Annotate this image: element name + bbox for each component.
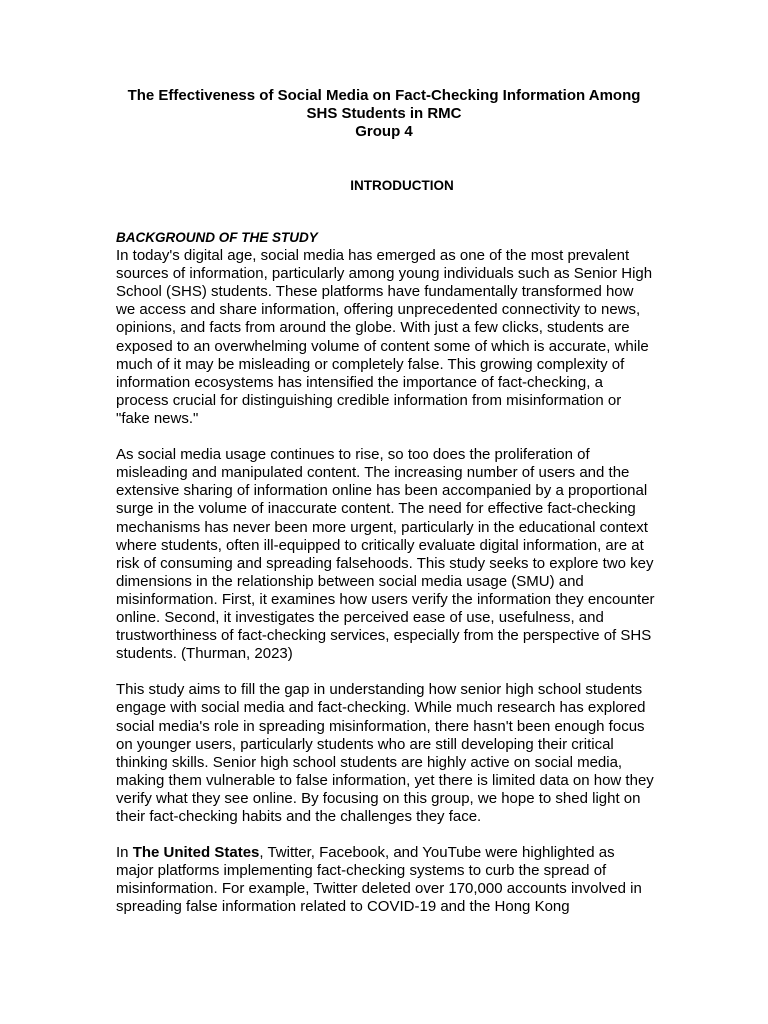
section-heading: BACKGROUND OF THE STUDY [116,230,318,245]
paragraph-3: This study aims to fill the gap in understanding how senior high school students engage with social media and fact-checking. While much research has explored social media's role in spreading misinformation, there hasn't been enough focus on younger users, particularly students who are still developing their critical thinking skills. Senior high school students are highly active on social media, making them vulnerable to false information, yet there is limited data on how they verify what they see online. By focusing on this group, we hope to shed light on their fact-checking habits and the challenges they face. [116,681,654,825]
chapter-heading: INTRODUCTION [350,178,454,193]
title-line-2: SHS Students in RMC [306,105,462,123]
title-line-3: Group 4 [355,123,413,141]
paragraph-2: As social media usage continues to rise, so too does the proliferation of misleading and manipulated content. The increasing number of users and the extensive sharing of information online has been accompanied by a proportional surge in the volume of inaccurate content. The need for effective fact-checking mechanisms has never been more urgent, particularly in the educational context where students, often ill-equipped to critically evaluate digital information, are at risk of consuming and spreading falsehoods. This study seeks to explore two key dimensions in the relationship between social media usage (SMU) and misinformation. First, it examines how users verify the information they encounter online. Second, it investigates the perceived ease of use, usefulness, and trustworthiness of fact-checking services, especially from the perspective of SHS students. (Thurman, 2023) [116,446,655,663]
paragraph-1: In today's digital age, social media has emerged as one of the most prevalent sources of information, particularly among young individuals such as Senior High School (SHS) students. These platforms have fundamentally transformed how we access and share information, offering unprecedented connectivity to news, opinions, and facts from around the globe. With just a few clicks, students are exposed to an overwhelming volume of content some of which is accurate, while much of it may be misleading or completely false. This growing complexity of information ecosystems has intensified the importance of fact-checking, a process crucial for distinguishing credible information from misinformation or "fake news." [116,247,653,427]
paragraph-4 [116,844,656,916]
title-line-1: The Effectiveness of Social Media on Fact-Checking Information Among [127,87,641,104]
paragraph-4-bold-country: The United States [132,844,260,862]
document-title [100,87,668,142]
paragraph-4-prefix: In [116,844,133,862]
document-body [116,229,656,935]
paragraph-4-text: , Twitter, Facebook, and YouTube were highlighted as major platforms implementing fact-checking systems to curb the spread of misinformation. For example, Twitter deleted over 170,000 accounts involved in spreading false information related to COVID-19 and the Hong Kong [116,844,642,916]
